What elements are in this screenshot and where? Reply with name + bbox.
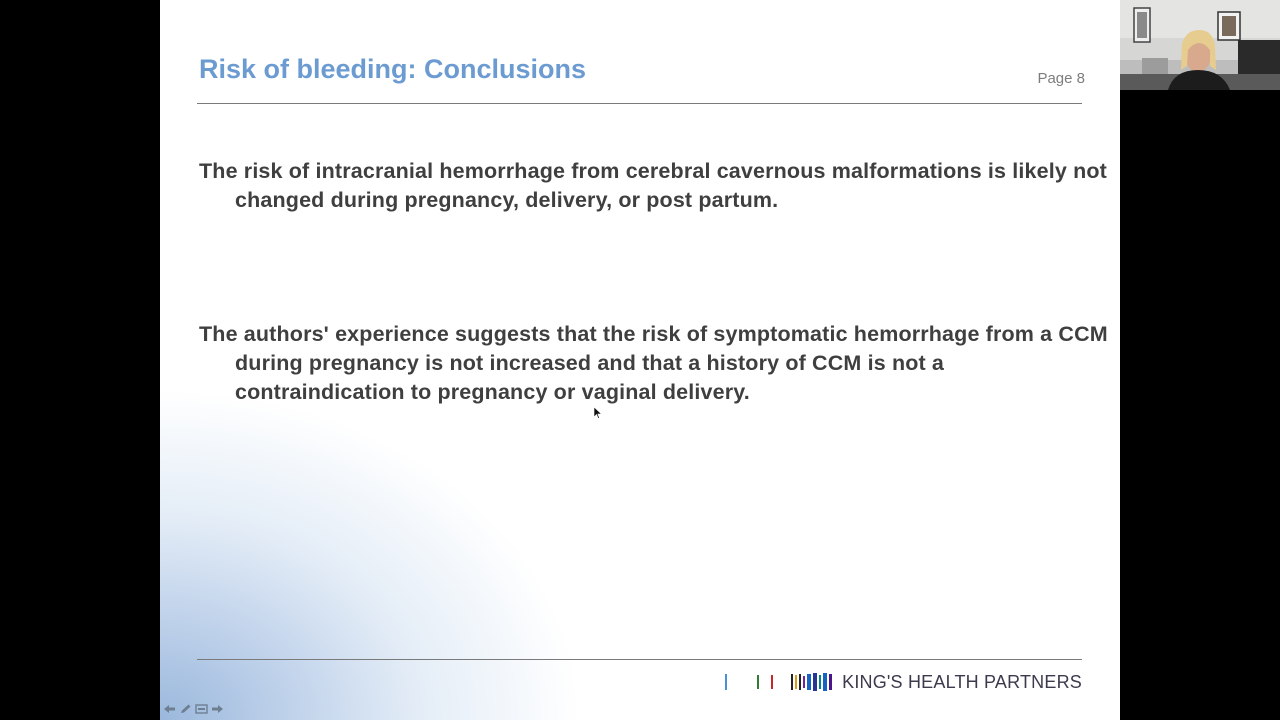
logo-bars-icon <box>725 672 834 692</box>
slide-title: Risk of bleeding: Conclusions <box>199 54 587 84</box>
conclusion-paragraph-2: The authors' experience suggests that the risk of symptomatic hemorrhage from a CCM during pregnancy is not increased and that a history of CCM is not a contraindication to pregnancy or vaginal delivery. <box>199 322 1108 404</box>
kings-health-partners-logo <box>725 670 1082 694</box>
presenter-webcam <box>1120 0 1280 90</box>
title-divider <box>197 103 1082 104</box>
presentation-controls <box>162 704 224 716</box>
slide-menu-icon[interactable] <box>194 704 208 716</box>
logo-text: KING'S HEALTH PARTNERS <box>842 671 1082 692</box>
next-slide-icon[interactable] <box>210 704 224 716</box>
prev-slide-icon[interactable] <box>162 704 176 716</box>
conclusion-paragraph-1: The risk of intracranial hemorrhage from cerebral cavernous malformations is likely not changed during pregnancy, delivery, or post partum. <box>199 159 1107 212</box>
presentation-slide <box>160 0 1120 720</box>
page-number: Page 8 <box>1037 70 1085 87</box>
mouse-cursor-icon <box>594 407 602 419</box>
footer-divider <box>197 659 1082 660</box>
webcam-video-image <box>1120 0 1280 90</box>
pen-icon[interactable] <box>178 704 192 716</box>
